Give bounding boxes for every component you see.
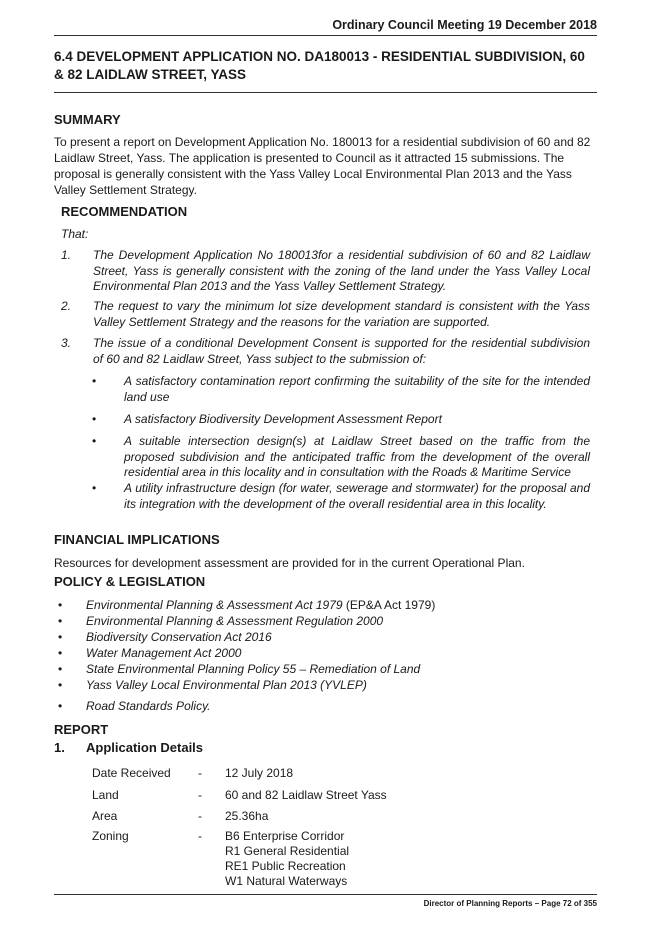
detail-dash: - [198, 809, 202, 823]
detail-label: Area [92, 809, 118, 823]
detail-row [92, 859, 485, 875]
detail-value: B6 Enterprise Corridor [225, 829, 345, 843]
policy-item [58, 662, 597, 677]
policy-item [58, 630, 597, 645]
item-title: 6.4 DEVELOPMENT APPLICATION NO. DA180013 - RESIDENTIAL SUBDIVISION, 60 & 82 LAIDLAW STREET, YASS [54, 48, 597, 93]
policy-heading: POLICY & LEGISLATION [54, 574, 206, 589]
summary-heading: SUMMARY [54, 112, 121, 127]
bullet-icon: • [92, 374, 97, 388]
recommendation-bullet [92, 374, 590, 405]
policy-item [58, 699, 597, 714]
bullet-icon: • [58, 630, 63, 644]
report-heading: REPORT [54, 722, 109, 737]
bullet-icon: • [92, 481, 97, 495]
detail-label: Date Received [92, 766, 171, 780]
footer-text: Director of Planning Reports – Page 72 of 355 [423, 899, 597, 908]
recommendation-item [61, 248, 590, 295]
detail-dash: - [198, 829, 202, 843]
meeting-title: Ordinary Council Meeting 19 December 2018 [332, 18, 597, 32]
recommendation-item [61, 336, 590, 367]
page-footer [54, 894, 597, 908]
detail-row [92, 766, 485, 782]
item-number: 1. [61, 248, 72, 262]
detail-row [92, 874, 485, 890]
detail-value: 60 and 82 Laidlaw Street Yass [225, 788, 387, 802]
detail-value: 25.36ha [225, 809, 269, 823]
item-number: 3. [61, 336, 72, 350]
detail-dash: - [198, 788, 202, 802]
detail-row [92, 788, 485, 804]
bullet-text: A satisfactory contamination report confirming the suitability of the site for the intended land use [124, 374, 590, 404]
recommendation-heading: RECOMMENDATION [61, 204, 188, 219]
financial-heading: FINANCIAL IMPLICATIONS [54, 532, 220, 547]
policy-title: Environmental Planning & Assessment Act 1979 [86, 598, 343, 612]
recommendation-that: That: [61, 227, 89, 241]
detail-value: 12 July 2018 [225, 766, 294, 780]
page-header [54, 18, 597, 36]
policy-title: Road Standards Policy. [86, 699, 211, 713]
policy-title: Yass Valley Local Environmental Plan 2013 (YVLEP) [86, 678, 367, 692]
bullet-icon: • [92, 434, 97, 448]
zoning-value: W1 Natural Waterways [225, 874, 348, 888]
policy-item [58, 678, 597, 693]
policy-item [58, 614, 597, 629]
item-text: The Development Application No 180013for a residential subdivision of 60 and 82 Laidlaw Street, Yass is generally consistent with the zoning of the land under the Yass Valley Local Environmental Plan 2013 and the Yass Valley Settlement Strategy. [93, 248, 590, 293]
bullet-icon: • [58, 662, 63, 676]
summary-text: To present a report on Development Application No. 180013 for a residential subdivision of 60 and 82 Laidlaw Street, Yass. The application is presented to Council as it attracted 15 submissions. The proposal is generally consistent with the Yass Valley Local Environmental Plan 2013 and the Yass Valley Settlement Strategy. [54, 135, 591, 197]
policy-item [58, 598, 597, 613]
bullet-icon: • [92, 412, 97, 426]
item-text: The request to vary the minimum lot size development standard is consistent with the Yass Valley Settlement Strategy and the reasons for the variation are supported. [93, 299, 590, 329]
bullet-icon: • [58, 699, 63, 713]
detail-row [92, 809, 485, 825]
bullet-icon: • [58, 678, 63, 692]
bullet-icon: • [58, 598, 63, 612]
detail-row [92, 844, 485, 860]
detail-label: Land [92, 788, 119, 802]
detail-label: Zoning [92, 829, 129, 843]
bullet-icon: • [58, 614, 63, 628]
policy-title: Biodiversity Conservation Act 2016 [86, 630, 272, 644]
policy-title: Environmental Planning & Assessment Regulation 2000 [86, 614, 384, 628]
subsection-number: 1. [54, 740, 65, 755]
bullet-text: A suitable intersection design(s) at Laidlaw Street based on the traffic from the proposed subdivision and the anticipated traffic from the development of the overall residential area in this locality and in consultation with the Roads & Maritime Service [124, 434, 590, 479]
policy-title: State Environmental Planning Policy 55 – Remediation of Land [86, 662, 421, 676]
recommendation-bullet [92, 434, 590, 481]
recommendation-bullet [92, 481, 590, 512]
item-number: 2. [61, 299, 72, 313]
bullet-text: A utility infrastructure design (for water, sewerage and stormwater) for the proposal and its integration with the development of the overall residential area in this locality. [124, 481, 590, 511]
detail-row [92, 829, 485, 845]
financial-text: Resources for development assessment are provided for in the current Operational Plan. [54, 556, 525, 570]
item-text: The issue of a conditional Development Consent is supported for the residential subdivision of 60 and 82 Laidlaw Street, Yass subject to the submission of: [93, 336, 590, 366]
recommendation-item [61, 299, 590, 330]
policy-title: Water Management Act 2000 [86, 646, 242, 660]
bullet-text: A satisfactory Biodiversity Development Assessment Report [124, 412, 442, 426]
bullet-icon: • [58, 646, 63, 660]
policy-item [58, 646, 597, 661]
subsection-heading: Application Details [86, 740, 204, 755]
zoning-value: RE1 Public Recreation [225, 859, 346, 873]
zoning-value: R1 General Residential [225, 844, 350, 858]
detail-dash: - [198, 766, 202, 780]
policy-suffix: (EP&A Act 1979) [342, 598, 436, 612]
recommendation-bullet [92, 412, 590, 428]
